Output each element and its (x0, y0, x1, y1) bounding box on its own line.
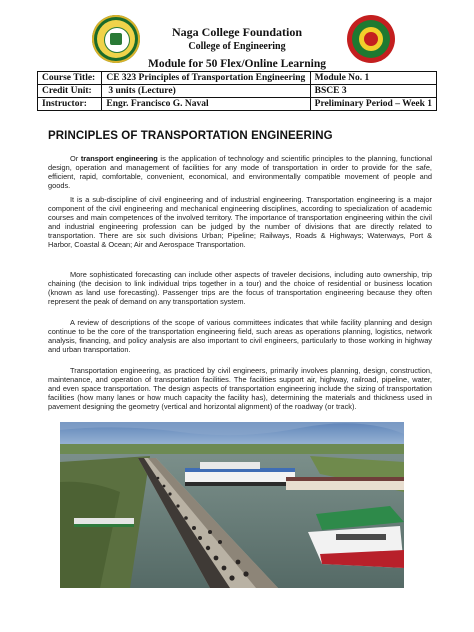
credit-unit-value: 3 units (Lecture) (102, 85, 310, 98)
credit-unit-label: Credit Unit: (38, 85, 102, 98)
paragraph-text: A review of descriptions of the scope of various committees indicates that while facility planning and design continue to be the core of the transportation engineering field, such areas as operations planning, logistics, network analysis, financing, and policy analysis are also important to civil engineers, particularly to those working in highway and urban transportation. (48, 318, 432, 354)
period: Preliminary Period – Week 1 (310, 98, 436, 111)
college-name: College of Engineering (188, 41, 286, 52)
module-title: Module for 50 Flex/Online Learning (147, 58, 327, 70)
table-row (38, 85, 437, 98)
water-bridge-photo (60, 422, 404, 588)
paragraph-4 (48, 318, 432, 354)
instructor-value: Engr. Francisco G. Naval (102, 98, 310, 111)
paragraph-lead: Or (70, 154, 79, 163)
course-title-label: Course Title: (38, 72, 102, 85)
table-row (38, 72, 437, 85)
paragraph-text: is the application of technology and scientific principles to the planning, functional design, operation and management of facilities for any mode of transportation in order to provide for the safe, efficient, rapid, comfortable, convenient, economical, and environmentally compatible movement of people and goods. (48, 154, 432, 190)
paragraph-text: More sophisticated forecasting can include other aspects of traveler decisions, including auto ownership, trip chaining (the decision to link individual trips together in a tour) and the choice of residential or business location (known as land use forecasting). Passenger trips are the focus of transportation engineering because they often represent the peak of demand on any transportation system. (48, 270, 432, 306)
paragraph-text: It is a sub-discipline of civil engineering and of industrial engineering. Transportation engineering is a major component of the civil engineering and mechanical engineering disciplines, according to specialization of academic courses and main competences of the involved territory. The importance of transportation engineering within the civil and industrial engineering profession can be judged by the number of divisions that are directly related to transportation. There are six such divisions Urban; Pipeline; Railways, Roads & Highways; Waterways, Port & Harbor, Coastal & Ocean; Air and Aerospace Transportation. (48, 195, 432, 249)
paragraph-3 (48, 270, 432, 306)
table-row (38, 98, 437, 111)
paragraph-1 (48, 154, 432, 190)
course-info-table (37, 71, 437, 111)
section-title: PRINCIPLES OF TRANSPORTATION ENGINEERING (48, 130, 333, 142)
paragraph-2 (48, 195, 432, 249)
key-term: transport engineering (80, 154, 158, 163)
paragraph-text: Transportation engineering, as practiced by civil engineers, primarily involves planning, design, construction, maintenance, and operation of transportation facilities. The facilities support air, highway, railroad, pipeline, water, and even space transportation. The design aspects of transportation engineering include the sizing of transportation facilities (how many lanes or how much capacity the facility has), determining the materials and thickness used in pavement designing the geometry (vertical and horizontal alignment) of the roadway (or track). (48, 366, 432, 411)
course-title-value: CE 323 Principles of Transportation Engineering (102, 72, 310, 85)
school-name: Naga College Foundation (171, 25, 302, 39)
module-number: Module No. 1 (310, 72, 436, 85)
program: BSCE 3 (310, 85, 436, 98)
paragraph-5 (48, 366, 432, 411)
instructor-label: Instructor: (38, 98, 102, 111)
